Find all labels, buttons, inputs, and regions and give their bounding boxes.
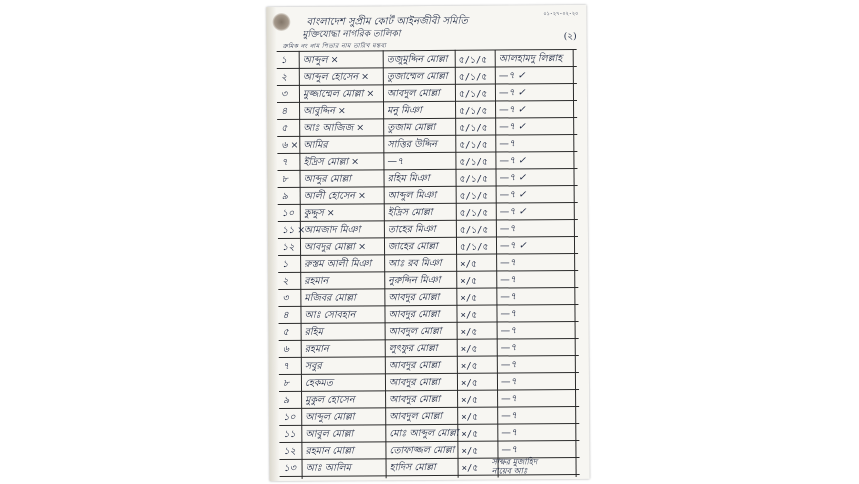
name-cell: কুদ্দুস × <box>303 207 335 219</box>
serial-number-cell: ৫ <box>282 326 289 339</box>
name-cell: আলী হোসেন × <box>303 190 366 202</box>
date-cell: ৫/১/৫ <box>458 55 488 66</box>
father-name-cell: —৭ <box>387 156 404 168</box>
signature-cell: —৭ ✓ <box>498 70 526 82</box>
name-cell: আব্দুর মোল্লা <box>303 173 351 185</box>
table-row <box>277 49 577 68</box>
signature-cell: —৭ ✓ <box>499 240 527 252</box>
document-header-subtitle: মুক্তিযোদ্ধা নাগরিক তালিকা <box>302 29 401 40</box>
name-cell: আব্দুল × <box>302 54 339 66</box>
name-cell: সবুর <box>304 360 322 372</box>
date-cell: ×/৫ <box>461 429 479 440</box>
father-name-cell: সাত্তির উদ্দিন <box>387 138 437 151</box>
serial-number-cell: ৭ <box>281 156 288 169</box>
table-row <box>277 134 577 153</box>
father-name-cell: হাদিস মোল্লা <box>389 461 436 474</box>
name-cell: হেকমত <box>304 377 333 389</box>
date-cell: ×/৫ <box>460 293 478 304</box>
table-row <box>278 236 578 255</box>
table-row <box>278 253 578 272</box>
table-row <box>277 83 577 102</box>
name-cell: মুজ্জাম্মেল মোল্লা × <box>302 88 375 100</box>
serial-number-cell: ৩ <box>280 88 288 101</box>
officer-signoff: সাক্ষর মুজাহিদ নায়েব আঃ <box>491 457 538 476</box>
name-cell: ইদ্রিস মোল্লা × <box>303 156 360 168</box>
table-row <box>278 185 578 204</box>
date-cell: ৫/১/৫ <box>458 89 488 100</box>
father-name-cell: আবদুল মোল্লা <box>388 325 442 338</box>
date-cell: ×/৫ <box>461 446 479 457</box>
signature-cell: —৭ <box>501 410 517 422</box>
date-cell: ×/৫ <box>460 310 478 321</box>
serial-number-cell: ৬ × <box>281 139 299 152</box>
table-row <box>279 440 579 459</box>
signature-cell: —৭ <box>500 376 517 388</box>
father-name-cell: আবদুল মোল্লা <box>386 87 440 100</box>
signature-cell: —৭ ✓ <box>499 104 526 116</box>
table-row <box>279 338 579 357</box>
father-name-cell: তাহের মিঞা <box>387 223 436 236</box>
serial-number-cell: ৯ <box>281 190 288 203</box>
name-cell: রহমান <box>304 275 329 287</box>
name-cell: রহমান <box>304 343 329 355</box>
signature-cell: —৭ ✓ <box>499 172 527 184</box>
father-name-cell: আবদুর মোল্লা <box>388 291 440 304</box>
name-cell: আঃ আলিম <box>305 462 351 474</box>
date-cell: ৫/১/৫ <box>459 174 488 185</box>
name-cell: মজিবর মোল্লা <box>304 292 356 304</box>
signature-cell: —৭ ✓ <box>499 121 526 133</box>
table-row <box>279 321 579 340</box>
father-name-cell: আবদুল মোল্লা <box>389 410 443 423</box>
name-cell: আঃ আজিজ × <box>303 122 365 134</box>
table-row <box>277 100 577 119</box>
signature-cell: —৭ ✓ <box>499 206 527 218</box>
date-cell: ×/৫ <box>461 412 478 423</box>
serial-number-cell: ১২ <box>281 241 295 254</box>
serial-number-cell: ৩ <box>282 292 289 305</box>
father-name-cell: আবদুর মোল্লা <box>388 376 441 389</box>
table-row <box>278 270 578 289</box>
father-name-cell: তুজাম্মেল মোল্লা <box>386 70 448 83</box>
date-cell: ৫/১/৫ <box>459 242 489 253</box>
serial-number-cell: ৮ <box>282 377 290 390</box>
document-header-title: বাংলাদেশ সুপ্রীম কোর্ট আইনজীবী সমিতি <box>306 15 468 28</box>
table-row <box>277 151 577 170</box>
date-cell: ×/৫ <box>461 463 479 474</box>
ink-stain-mark <box>272 13 290 31</box>
father-name-cell: নুরুদ্দিন মিঞা <box>388 274 441 287</box>
father-name-cell: মোঃ আব্দুল মোল্লা <box>389 427 459 440</box>
date-cell: ×/৫ <box>461 395 478 406</box>
table-row <box>277 117 577 136</box>
serial-number-cell: ৬ <box>282 343 289 356</box>
serial-number-cell: ২ <box>280 71 288 84</box>
table-row <box>279 372 579 391</box>
name-cell: আবদুর মোল্লা × <box>303 241 367 253</box>
table-row <box>279 389 579 408</box>
name-cell: রহমান মোল্লা <box>305 445 354 457</box>
father-name-cell: আবদুর মোল্লা <box>388 308 440 321</box>
date-cell: ৫/১/৫ <box>459 123 488 134</box>
table-row <box>278 219 578 238</box>
father-name-cell: তুজাম মোল্লা <box>387 121 436 134</box>
date-cell: ×/৫ <box>460 344 478 355</box>
serial-number-cell: ৭ <box>282 360 290 373</box>
signature-cell: আলহামদু লিল্লাহ <box>498 53 563 65</box>
signature-cell: —৭ ✓ <box>499 189 527 201</box>
document-reference-code: ০১-২৭-০২-২০ <box>543 10 579 18</box>
table-row <box>279 423 579 442</box>
serial-number-cell: ১১ <box>283 428 296 441</box>
signature-cell: —৭ <box>500 342 517 354</box>
date-cell: ৫/১/৫ <box>459 225 489 236</box>
signature-cell: —৭ <box>501 427 518 439</box>
signature-cell: —৭ <box>500 308 517 320</box>
serial-number-cell: ৪ <box>282 309 289 322</box>
date-cell: ×/৫ <box>460 378 478 389</box>
page-number: (২) <box>563 31 577 43</box>
serial-number-cell: ৪ <box>281 105 288 118</box>
father-name-cell: রহিম মিঞা <box>387 172 430 185</box>
father-name-cell: আব্দুল মিঞা <box>387 189 437 202</box>
table-row <box>279 406 579 425</box>
table-column-headers: ক্রমিক নং নাম পিতার নাম তারিখ মন্তব্য <box>282 42 387 51</box>
father-name-cell: তোফাজ্জল মোল্লা <box>389 444 455 457</box>
serial-number-cell: ৫ <box>281 122 288 135</box>
name-cell: আব্দুল মোল্লা <box>305 411 355 423</box>
serial-number-cell: ১ <box>280 54 287 67</box>
father-name-cell: আবদুর মোল্লা <box>388 359 440 372</box>
table-row <box>277 168 577 187</box>
serial-number-cell: ১২ <box>283 445 296 458</box>
table-row <box>279 355 579 374</box>
signature-cell: —৭ <box>501 444 518 456</box>
father-name-cell: আঃ রব মিঞা <box>388 257 442 270</box>
name-cell: আমজাদ মিঞা <box>303 224 361 236</box>
name-cell: রুস্তম আলী মিঞা <box>304 258 372 270</box>
table-row <box>278 304 578 323</box>
signature-cell: —৭ <box>501 393 517 405</box>
serial-number-cell: ৮ <box>281 173 288 186</box>
date-cell: ৫/১/৫ <box>459 191 489 202</box>
father-name-cell: ইদ্রিস মোল্লা <box>387 206 433 219</box>
date-cell: ×/৫ <box>460 361 478 372</box>
date-cell: ৫/১/৫ <box>459 208 489 219</box>
name-cell: আবুদ্দিন × <box>303 105 346 117</box>
signature-cell: —৭ <box>500 274 516 286</box>
name-cell: আবুল মোল্লা <box>305 428 354 440</box>
father-name-cell: মনু মিঞা <box>387 105 422 117</box>
date-cell: ৫/১/৫ <box>459 106 488 117</box>
register-table <box>277 49 580 479</box>
document-page <box>266 5 589 481</box>
signature-cell: —৭ <box>499 223 516 235</box>
signature-cell: —৭ <box>500 291 517 303</box>
serial-number-cell: ১০ <box>281 207 295 220</box>
name-cell: আব্দুল হোসেন × <box>302 71 370 83</box>
serial-number-cell: ৯ <box>283 394 290 407</box>
serial-number-cell: ১ <box>282 258 289 271</box>
serial-number-cell: ১০ <box>283 411 296 424</box>
father-name-cell: আবদুর মোল্লা <box>389 393 441 406</box>
table-row <box>278 202 578 221</box>
date-cell: ৫/১/৫ <box>459 157 488 168</box>
father-name-cell: জাহের মোল্লা <box>387 240 438 253</box>
signature-cell: —৭ <box>499 138 516 150</box>
signature-cell: —৭ <box>500 359 517 371</box>
father-name-cell: তজুমুদ্দিন মোল্লা <box>386 53 448 66</box>
name-cell: মুকুল হোসেন <box>305 394 355 406</box>
table-row <box>277 66 577 85</box>
date-cell: ×/৫ <box>460 259 477 270</box>
signature-cell: —৭ <box>500 257 516 269</box>
date-cell: ×/৫ <box>460 276 477 287</box>
name-cell: রহিম <box>304 326 323 338</box>
date-cell: ৫/১/৫ <box>458 72 488 83</box>
table-row <box>278 287 578 306</box>
signature-cell: —৭ ✓ <box>499 155 527 167</box>
serial-number-cell: ১১ × <box>281 224 306 237</box>
serial-number-cell: ১৩ <box>283 462 296 475</box>
signature-cell: —৭ ✓ <box>498 87 526 99</box>
father-name-cell: লুৎফুর মোল্লা <box>388 342 438 355</box>
name-cell: আমির <box>303 139 328 151</box>
name-cell: আঃ সোবহান <box>304 309 356 321</box>
date-cell: ৫/১/৫ <box>459 140 488 151</box>
signature-cell: —৭ <box>500 325 517 337</box>
date-cell: ×/৫ <box>460 327 478 338</box>
serial-number-cell: ২ <box>282 275 289 288</box>
